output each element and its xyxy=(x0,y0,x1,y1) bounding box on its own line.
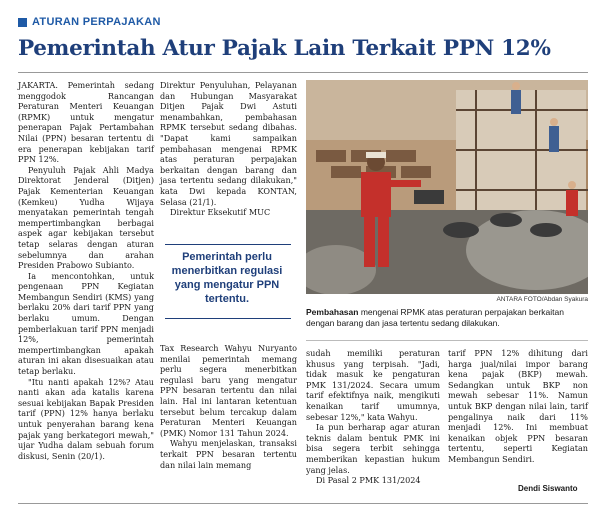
paragraph: "Itu nanti apakah 12%? Atau nanti akan ada katalis karena sesuai kebijakan Bapak Presiden tarif (PPN) 12% hanya berlaku untuk penyerahan barang kena pajak yang berkategori mewah," ujar Yudha dalam sebuah forum diskusi, Senin (20/1). xyxy=(18,376,154,461)
article-column-3 xyxy=(306,348,440,486)
article-column-1 xyxy=(18,80,154,461)
pullquote: Pemerintah perlu menerbitkan regulasi yang mengatur PPN tertentu. xyxy=(171,251,283,305)
caption-divider xyxy=(306,340,588,341)
paragraph: Ia pun berharap agar aturan teknis dalam bentuk PMK ini bisa segera terbit sehingga memberikan kepastian hukum yang jelas. xyxy=(306,422,440,475)
pullquote-rule-top xyxy=(165,244,291,245)
news-photo xyxy=(306,80,588,294)
headline-divider xyxy=(18,72,588,73)
section-rubric xyxy=(18,14,161,30)
pullquote-rule-bottom xyxy=(165,318,291,319)
caption-text: mengenai RPMK atas peraturan perpajakan berkaitan dengan barang dan jasa tertentu sedang dilakukan. xyxy=(306,307,564,328)
caption-lead: Pembahasan xyxy=(306,307,359,317)
headline: Pemerintah Atur Pajak Lain Terkait PPN 12% xyxy=(18,36,551,61)
paragraph: Di Pasal 2 PMK 131/2024 xyxy=(316,475,421,486)
paragraph: Penyuluh Pajak Ahli Madya Direktorat Jenderal (Ditjen) Pajak Kementerian Keuangan (Kemkeu) Yudha Wijaya menyatakan pemerintah tengah mempertimbangkan berbagai aspek agar kebijakan tersebut tetap selaras dengan aturan sebelumnya dan arahan Presiden Prabowo Subianto. xyxy=(18,164,154,271)
paragraph: sudah memiliki peraturan khusus yang terpisah. "Jadi, tidak masuk ke pengaturan PMK 131/2024. Secara umum tarif efektifnya naik, mengikuti kenaikan tarif umumnya, sebesar 12%," kata Wahyu. xyxy=(306,348,440,422)
paragraph: Direktur Eksekutif MUC xyxy=(170,207,271,218)
paragraph: Ia mencontohkan, untuk pengenaan PPN Kegiatan Membangun Sendiri (KMS) yang berlaku 20% dari tarif PPN yang berlaku umum. Dengan pemberlakuan tarif PPN menjadi 12%, pemerintah mempertimbangkan apakah aturan ini akan disesuaikan atau tetap berlaku. xyxy=(18,270,154,377)
rubric-label: ATURAN PERPAJAKAN xyxy=(32,16,161,28)
byline: Dendi Siswanto xyxy=(518,484,578,493)
article-column-2-lower xyxy=(160,343,297,470)
bottom-divider xyxy=(18,503,588,504)
photo-caption xyxy=(306,307,588,329)
paragraph: JAKARTA. Pemerintah sedang menggodok Rancangan Peraturan Menteri Keuangan (RPMK) untuk mengatur penerapan Pajak Pertambahan Nilai (PPN) besaran tertentu di era penerapan kebijakan tarif PPN 12%. xyxy=(18,80,154,165)
construction-worker-photo xyxy=(306,80,588,294)
paragraph: Direktur Penyuluhan, Pelayanan dan Hubungan Masyarakat Ditjen Pajak Dwi Astuti menambahkan, pembahasan RPMK tersebut sedang dibahas. "Dapat kami sampaikan pembahasan mengenai RPMK atas peraturan perpajakan berkaitan dengan barang dan jasa tertentu sedang dilakukan," kata Dwi kepada KONTAN, Selasa (21/1). xyxy=(160,80,297,207)
paragraph: tarif PPN 12% dihitung dari harga jual/nilai impor barang kena pajak (BKP) mewah. Sedangkan untuk BKP non mewah sebesar 11%. Namun untuk BKP dengan nilai lain, tarif pengalinya naik dari 11% menjadi 12%. Ini membuat kenaikan objek PPN besaran tertentu, seperti Kegiatan Membangun Sendiri. xyxy=(448,348,588,464)
paragraph: Tax Research Wahyu Nuryanto menilai pemerintah memang perlu segera menerbitkan regulasi baru yang mengatur PPN besaran tertentu dan nilai lain. Hal ini lantaran ketentuan tersebut belum tercakup dalam Peraturan Menteri Keuangan (PMK) Nomor 131 Tahun 2024. xyxy=(160,343,297,438)
article-column-2 xyxy=(160,80,297,218)
photo-credit: ANTARA FOTO/Abdan Syakura xyxy=(496,296,588,303)
article-column-4 xyxy=(448,348,588,465)
square-marker-icon xyxy=(18,18,27,27)
paragraph: Wahyu menjelaskan, transaksi terkait PPN besaran tertentu dan nilai lain memang xyxy=(160,438,297,470)
